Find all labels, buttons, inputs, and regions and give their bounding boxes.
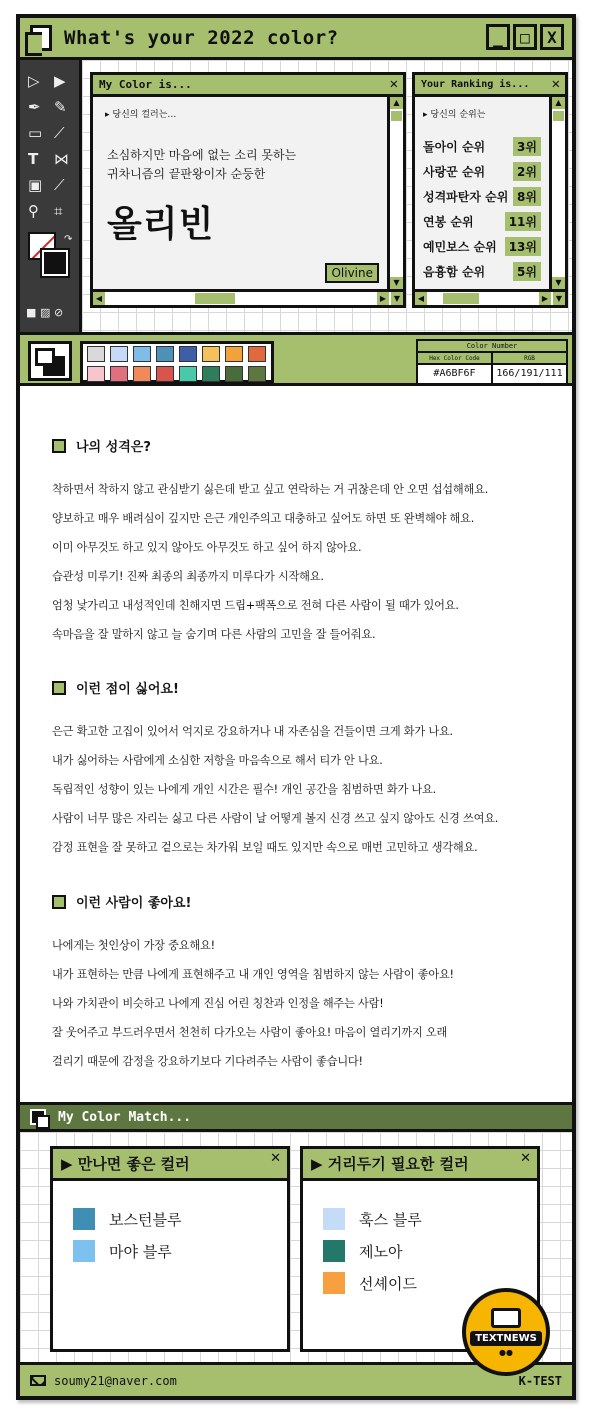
crop-tool-icon[interactable]: ⌗ xyxy=(54,202,63,220)
palette-swatch[interactable] xyxy=(225,366,243,382)
panel-close-icon[interactable]: ✕ xyxy=(551,76,560,92)
toolbox xyxy=(20,60,82,332)
section-line: 착하면서 착하지 않고 관심받기 싫은데 받고 싶고 연락하는 거 귀찮은데 안 오면 섭섭해해요. xyxy=(52,483,489,496)
ranking-panel-header xyxy=(415,75,565,97)
color-swatch xyxy=(73,1208,95,1230)
match-color-name: 보스턴블루 xyxy=(109,1210,182,1229)
personality-section xyxy=(52,436,562,649)
section-title-text: 이런 점이 싫어요! xyxy=(76,682,179,697)
monitor-icon xyxy=(491,1308,521,1328)
ranking-panel-title: Your Ranking is... xyxy=(421,79,530,90)
palette-swatch[interactable] xyxy=(225,346,243,362)
section-line: 양보하고 매우 배려심이 깊지만 은근 개인주의고 대충하고 싶어도 하면 또 완벽해야 해요. xyxy=(52,512,475,525)
ranking-row xyxy=(423,134,541,159)
description-line: 귀차니즘의 끝판왕이자 순둥한 xyxy=(107,167,266,181)
layers-icon xyxy=(30,1109,46,1125)
ranking-label: 돌아이 순위 xyxy=(423,140,486,154)
scroll-thumb[interactable] xyxy=(553,111,564,121)
gradient-mode-icon[interactable]: ▨ xyxy=(40,306,51,319)
vertical-scrollbar[interactable] xyxy=(387,97,403,289)
section-line: 감정 표현을 잘 못하고 겉으로는 차가워 보일 때도 있지만 속으로 매번 고민하고 생각해요. xyxy=(52,841,478,854)
section-title-text: 이런 사람이 좋아요! xyxy=(76,896,192,911)
section-line: 습관성 미루기! 진짜 최종의 최종까지 미루다가 시작해요. xyxy=(52,570,324,583)
ranking-value: 11위 xyxy=(505,212,541,231)
ranking-row xyxy=(423,209,541,234)
palette-swatch[interactable] xyxy=(179,346,197,362)
scroll-left-icon[interactable]: ◀ xyxy=(415,292,427,305)
palette-swatch[interactable] xyxy=(110,346,128,362)
match-color-name: 제노아 xyxy=(359,1242,403,1261)
palette-swatch[interactable] xyxy=(133,346,151,362)
stroke-swatch[interactable] xyxy=(42,250,68,276)
scroll-thumb[interactable] xyxy=(391,111,402,121)
scroll-down-icon[interactable]: ▼ xyxy=(552,277,565,289)
match-color-name: 마야 블루 xyxy=(109,1242,172,1261)
palette-swatch[interactable] xyxy=(110,366,128,382)
section-line: 속마음을 잘 말하지 않고 늘 숨기며 다른 사람의 고민을 잘 들어줘요. xyxy=(52,628,376,641)
horizontal-scrollbar[interactable] xyxy=(93,289,403,305)
section-line: 독립적인 성향이 있는 나에게 개인 시간은 필수! 개인 공간을 침범하면 화가 나요. xyxy=(52,783,436,796)
good-colors-panel xyxy=(50,1146,290,1352)
section-body xyxy=(52,475,562,649)
section-line: 엄청 낯가리고 내성적인데 친해지면 드립+팩폭으로 전혀 다른 사람이 될 때가 있어요. xyxy=(52,599,459,612)
section-line: 잘 웃어주고 부드러우면서 천천히 다가오는 사람이 좋아요! 마음이 열리기까지 오래 xyxy=(52,1026,448,1039)
dislikes-section xyxy=(52,678,562,862)
palette-swatch[interactable] xyxy=(202,366,220,382)
section-line: 은근 확고한 고집이 있어서 억지로 강요하거나 내 자존심을 건들이면 크게 화가 나요. xyxy=(52,725,453,738)
workspace-canvas xyxy=(82,60,572,332)
palette-swatch[interactable] xyxy=(87,346,105,362)
scroll-thumb[interactable] xyxy=(195,293,235,304)
content-area xyxy=(20,386,572,1102)
match-color-name: 선셰이드 xyxy=(359,1274,417,1293)
scroll-right-icon[interactable]: ▶ xyxy=(377,292,389,305)
scroll-up-icon[interactable]: ▲ xyxy=(552,97,565,109)
color-swatch xyxy=(323,1240,345,1262)
section-bullet-icon xyxy=(52,439,66,453)
mail-icon xyxy=(30,1375,46,1386)
pen-add-tool-icon[interactable]: ✎ xyxy=(54,98,67,116)
panel-close-icon[interactable]: ✕ xyxy=(520,1151,531,1166)
palette-bar xyxy=(20,332,572,386)
scroll-down-icon[interactable]: ▼ xyxy=(391,292,403,305)
panel-close-icon[interactable]: ✕ xyxy=(389,76,398,92)
bad-colors-list xyxy=(323,1203,537,1299)
panel-close-icon[interactable]: ✕ xyxy=(270,1151,281,1166)
scroll-right-icon[interactable]: ▶ xyxy=(539,292,551,305)
my-color-label: ▸ 당신의 컬러는… xyxy=(105,110,177,120)
scroll-down-icon[interactable]: ▼ xyxy=(553,292,565,305)
hex-label: Hex Color Code xyxy=(418,353,493,363)
ranking-row xyxy=(423,259,541,284)
scroll-left-icon[interactable]: ◀ xyxy=(93,292,105,305)
ranking-value: 5위 xyxy=(513,262,541,281)
color-mode-icon[interactable]: ■ xyxy=(26,306,37,319)
my-color-panel-title: My Color is... xyxy=(99,78,192,91)
rgb-value: 166/191/111 xyxy=(496,368,563,379)
color-palette xyxy=(80,341,274,383)
section-line: 걸리기 때문에 감정을 강요하기보다 기다려주는 사람이 좋습니다! xyxy=(52,1055,363,1068)
ranking-label: 사랑꾼 순위 xyxy=(423,165,486,179)
match-color-item xyxy=(73,1203,287,1235)
ranking-row xyxy=(423,234,541,259)
color-swatch xyxy=(323,1208,345,1230)
minimize-button[interactable]: _ xyxy=(486,24,510,50)
pen-tool-icon[interactable]: ✒ xyxy=(28,98,41,116)
ranking-label: ▸ 당신의 순위는 xyxy=(423,110,486,120)
section-body xyxy=(52,931,562,1076)
current-color-swatch[interactable] xyxy=(28,341,72,381)
description-line: 소심하지만 마음에 없는 소리 못하는 xyxy=(107,148,297,162)
fill-swatch[interactable] xyxy=(35,348,55,366)
ranking-body xyxy=(415,97,549,289)
palette-swatch[interactable] xyxy=(87,366,105,382)
palette-swatch[interactable] xyxy=(248,346,266,362)
section-title xyxy=(52,892,562,911)
section-body xyxy=(52,717,562,862)
app-window xyxy=(16,14,576,1400)
footer-email[interactable]: soumy21@naver.com xyxy=(54,1373,177,1388)
window-controls xyxy=(486,24,564,50)
close-button[interactable]: X xyxy=(540,24,564,50)
title-bar xyxy=(20,18,572,60)
textnews-badge xyxy=(462,1288,550,1376)
brush-tool-icon[interactable]: ⟋ xyxy=(54,124,65,142)
maximize-button[interactable]: □ xyxy=(513,24,537,50)
color-number-values xyxy=(418,365,566,383)
section-title xyxy=(52,436,562,455)
match-color-name: 훅스 블루 xyxy=(359,1210,422,1229)
none-mode-icon[interactable]: ⊘ xyxy=(54,306,64,319)
color-number-box xyxy=(416,339,568,385)
badge-text: TEXTNEWS xyxy=(470,1331,542,1346)
section-bullet-icon xyxy=(52,681,66,695)
ranking-value: 3위 xyxy=(513,137,541,156)
scroll-thumb[interactable] xyxy=(443,293,479,304)
section-title-text: 나의 성격은? xyxy=(76,440,151,455)
section-line: 나에게는 첫인상이 가장 중요해요! xyxy=(52,939,215,952)
likes-section xyxy=(52,892,562,1076)
reflect-tool-icon[interactable]: ⋈ xyxy=(54,150,69,168)
scroll-up-icon[interactable]: ▲ xyxy=(390,97,403,109)
section-bullet-icon xyxy=(52,895,66,909)
gradient-tool-icon[interactable]: ▣ xyxy=(28,176,43,194)
document-icon xyxy=(30,25,52,51)
scroll-down-icon[interactable]: ▼ xyxy=(390,277,403,289)
swap-colors-icon[interactable]: ↷ xyxy=(64,234,73,245)
palette-swatch[interactable] xyxy=(202,346,220,362)
ranking-value: 8위 xyxy=(513,187,541,206)
my-color-panel xyxy=(90,72,406,308)
section-title xyxy=(52,678,562,697)
section-line: 이미 아무것도 하고 있지 않아도 아무것도 하고 싶어 하지 않아요. xyxy=(52,541,362,554)
bad-colors-title: ▶ 거리두기 필요한 컬러 xyxy=(311,1155,469,1173)
good-colors-title: ▶ 만나면 좋은 컬러 xyxy=(61,1155,190,1173)
palette-swatch[interactable] xyxy=(156,366,174,382)
match-color-item xyxy=(73,1235,287,1267)
color-name-english: Olivine xyxy=(325,263,379,283)
good-colors-list xyxy=(73,1203,287,1267)
section-line: 나와 가치관이 비슷하고 나에게 진심 어린 칭찬과 인정을 해주는 사람! xyxy=(52,997,384,1010)
ranking-value: 2위 xyxy=(513,162,541,181)
color-name: 올리빈 xyxy=(107,204,215,245)
section-line: 내가 싫어하는 사람에게 소심한 저항을 마음속으로 해서 티가 안 나요. xyxy=(52,754,383,767)
my-color-description xyxy=(107,146,387,184)
palette-swatch[interactable] xyxy=(248,366,266,382)
bad-colors-header xyxy=(303,1149,537,1181)
color-swatch xyxy=(323,1272,345,1294)
color-number-title: Color Number xyxy=(418,341,566,353)
ranking-row xyxy=(423,184,541,209)
zoom-tool-icon[interactable]: ⚲ xyxy=(28,202,39,220)
ranking-label: 연봉 순위 xyxy=(423,215,474,229)
color-swatch xyxy=(73,1240,95,1262)
ranking-label: 예민보스 순위 xyxy=(423,240,497,254)
section-line: 내가 표현하는 만큼 나에게 표현해주고 내 개인 영역을 침범하지 않는 사람이 좋아요! xyxy=(52,968,454,981)
direct-select-tool-icon[interactable]: ▶ xyxy=(54,72,66,90)
horizontal-scrollbar[interactable] xyxy=(415,289,565,305)
hex-value: #A6BF6F xyxy=(418,365,493,383)
vertical-scrollbar[interactable] xyxy=(549,97,565,289)
color-match-title: My Color Match... xyxy=(58,1109,192,1125)
ranking-value: 13위 xyxy=(505,237,541,256)
ranking-label: 음흉함 순위 xyxy=(423,265,486,279)
my-color-body xyxy=(93,97,387,289)
match-color-item xyxy=(323,1203,537,1235)
palette-swatch[interactable] xyxy=(156,346,174,362)
ranking-row xyxy=(423,159,541,184)
ranking-label: 성격파탄자 순위 xyxy=(423,190,509,204)
select-tool-icon[interactable]: ▷ xyxy=(28,72,40,90)
palette-swatch[interactable] xyxy=(179,366,197,382)
eyedropper-tool-icon[interactable]: ⟋ xyxy=(54,176,65,194)
my-color-panel-header xyxy=(93,75,403,97)
rectangle-tool-icon[interactable]: ▭ xyxy=(28,124,43,142)
good-colors-header xyxy=(53,1149,287,1181)
color-number-labels xyxy=(418,353,566,365)
ranking-panel xyxy=(412,72,568,308)
section-line: 사람이 너무 많은 자리는 싫고 다른 사람이 날 어떻게 볼지 신경 쓰고 싶지 않아도 신경 쓰여요. xyxy=(52,812,499,825)
ranking-list xyxy=(423,134,549,284)
palette-swatch[interactable] xyxy=(133,366,151,382)
footer-brand: K-TEST xyxy=(518,1373,562,1388)
rgb-label: RGB xyxy=(524,355,535,362)
dots-icon: ●● xyxy=(499,1347,513,1357)
color-match-bar xyxy=(20,1102,572,1132)
app-title: What's your 2022 color? xyxy=(64,26,339,49)
text-tool-icon[interactable]: T xyxy=(28,150,39,168)
match-color-item xyxy=(323,1235,537,1267)
